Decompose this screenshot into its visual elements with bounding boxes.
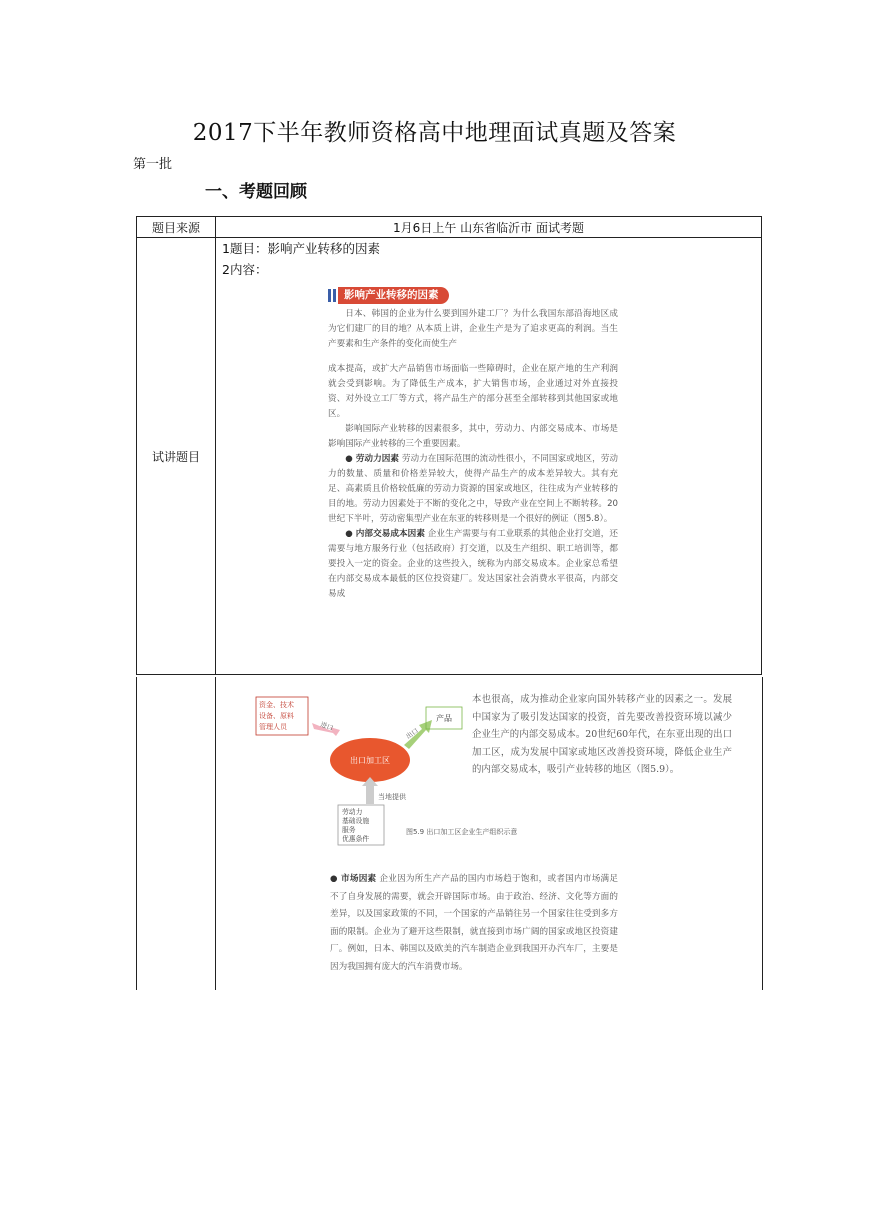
continuation-block <box>136 677 763 990</box>
exam-table <box>136 216 762 675</box>
textbook-paragraph: 影响国际产业转移的因素很多，其中，劳动力、内部交易成本、市场是影响国际产业转移的三个重要因素。 <box>328 424 618 449</box>
local-arrow-shaft <box>366 784 374 804</box>
section-heading: 一、考题回顾 <box>205 182 307 202</box>
lecture-label: 试讲题目 <box>137 238 216 675</box>
labor-title: ● 劳动力因素 <box>345 454 400 464</box>
textbook-paragraph <box>328 527 618 602</box>
lecture-content <box>216 238 762 675</box>
local-items-text: 劳动力基础设施服务优惠条件 <box>342 808 370 843</box>
topic-line: 1题目：影响产业转移的因素 <box>222 241 380 256</box>
export-zone-diagram <box>254 687 474 847</box>
market-paragraph <box>330 871 618 976</box>
import-label: 进口 <box>319 720 335 733</box>
document-title: 2017下半年教师资格高中地理面试真题及答案 <box>192 120 677 146</box>
textbook-paragraph <box>328 452 618 527</box>
continuation-text: 本也很高，成为推动企业家向国外转移产业的因素之一。发展中国家为了吸引发达国家的投资，首先要改善投资环境以减少企业生产的内部交易成本。20世纪60年代，在东亚出现的出口加工区，成为发展中国家或地区改善投资环境，降低企业生产的内部交易成本，吸引产业转移的地区（图5.9）。 <box>472 694 732 775</box>
market-title: ● 市场因素 <box>330 874 377 884</box>
labor-text: 劳动力在国际范围的流动性很小，不同国家或地区，劳动力的数量、质量和价格差异较大，使得产品生产的成本差异较大。其有充足、高素质且价格较低廉的劳动力资源的国家或地区，往往成为产业转移的目的地。劳动力因素处于不断的变化之中，导致产业在空间上不断转移。20世纪下半叶，劳动密集型产业在东亚的转移则是一个很好的例证（图5.8）。 <box>328 454 618 524</box>
content-line: 2内容： <box>222 262 268 277</box>
table-row <box>137 217 762 238</box>
table-row <box>137 238 762 675</box>
zone-label: 出口加工区 <box>350 756 390 765</box>
figure-caption: 图5.9 出口加工区企业生产组织示意 <box>406 828 518 836</box>
batch-label: 第一批 <box>133 157 173 172</box>
export-label: 出口 <box>404 726 420 741</box>
local-label: 当地提供 <box>378 793 406 801</box>
internal-text: 企业生产需要与有工业联系的其他企业打交道，还需要与地方服务行业（包括政府）打交道，以及生产组织、职工培训等，都要投入一定的资金。企业的这些投入，统称为内部交易成本。企业家总希望在内部交易成本最低的区位投资建厂。发达国家社会消费水平很高，内部交易成 <box>328 529 618 599</box>
textbook-excerpt <box>328 287 618 602</box>
internal-title: ● 内部交易成本因素 <box>345 529 425 539</box>
textbook-paragraph: 日本、韩国的企业为什么要到国外建工厂？为什么我国东部沿海地区成为它们建厂的目的地？从本质上讲，企业生产是为了追求更高的利润。当生产要素和生产条件的变化而使生产 <box>328 309 618 349</box>
inputs-text: 资金、技术设备、原料管理人员 <box>259 701 294 731</box>
market-text: 企业因为所生产产品的国内市场趋于饱和，或者国内市场满足不了自身发展的需要，就会开辟国际市场。由于政治、经济、文化等方面的差异，以及国家政策的不同，一个国家的产品销往另一个国家往往受到多方面的限制。企业为了避开这些限制，就直接到市场广阔的国家或地区投资建厂。例如，日本、韩国以及欧美的汽车制造企业到我国开办汽车厂，主要是因为我国拥有庞大的汽车消费市场。 <box>330 874 618 972</box>
heading-bar-icon <box>333 289 336 302</box>
source-value: 1月6日上午 山东省临沂市 面试考题 <box>216 217 762 238</box>
textbook-heading-wrap <box>328 287 618 307</box>
heading-bar-icon <box>328 289 331 302</box>
product-label: 产品 <box>436 714 452 723</box>
textbook-heading: 影响产业转移的因素 <box>338 287 449 304</box>
source-label: 题目来源 <box>137 217 216 238</box>
textbook-paragraph: 成本提高，或扩大产品销售市场面临一些障碍时，企业在原产地的生产利润就会受到影响。为了降低生产成本，扩大销售市场，企业通过对外直接投资、对外设立工厂等方式，将产品生产的部分甚至全部转移到其他国家或地区。 <box>328 364 618 419</box>
